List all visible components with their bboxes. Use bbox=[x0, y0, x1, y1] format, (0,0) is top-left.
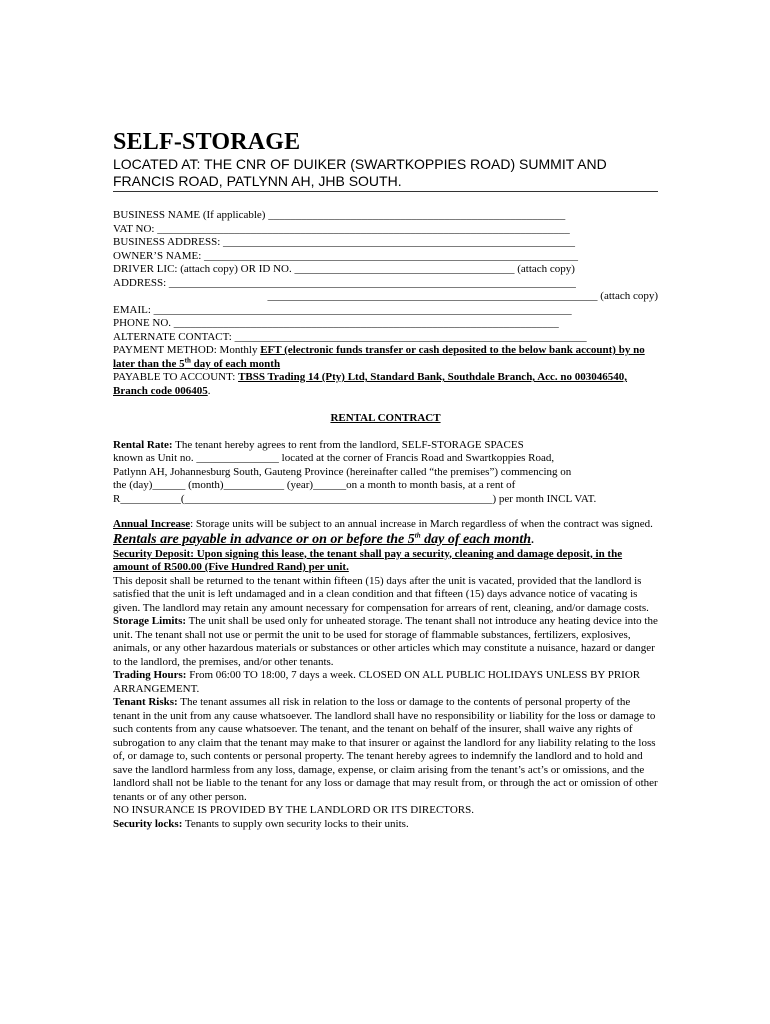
applicant-fields bbox=[113, 209, 658, 398]
security-locks-label: Security locks: bbox=[113, 817, 183, 830]
tenant-risks-label: Tenant Risks: bbox=[113, 696, 178, 708]
rental-rate-section: Rental Rate: The tenant hereby agrees to rent from the landlord, SELF-STORAGE SPACES known as Unit no. _______________ located at the corner of Francis Road and Swartkoppies Road, Patlynn AH, Johannesburg South, Gauteng Province (hereinafter called “the premises”) commencing on the (day)______ (month)___________ (year)______on a month to month basis, at a rent of R___________(________________________________________________________) per month INCL VAT. bbox=[113, 438, 597, 505]
security-locks-section: Security locks: Tenants to supply own security locks to their units. bbox=[113, 817, 409, 830]
document-title: SELF-STORAGE bbox=[113, 129, 301, 155]
payment-method-label: PAYMENT METHOD: Monthly bbox=[113, 344, 261, 356]
rental-contract-heading: RENTAL CONTRACT bbox=[330, 412, 441, 424]
rentals-payable-notice: Rentals are payable in advance or on or before the 5th day of each month. bbox=[113, 530, 534, 547]
storage-limits-label: Storage Limits: bbox=[113, 615, 187, 627]
rental-rate-label: Rental Rate: bbox=[113, 438, 173, 451]
trading-hours-section: Trading Hours: From 06:00 TO 18:00, 7 days a week. CLOSED ON ALL PUBLIC HOLIDAYS UNLESS BY PRIOR ARRANGEMENT. bbox=[113, 669, 641, 695]
owners-name-field: OWNER’S NAME: ____________________________________________________________________ bbox=[113, 249, 579, 262]
annual-increase-section: Annual Increase: Storage units will be subject to an annual increase in March regardless of when the contract was signed. bbox=[113, 518, 653, 530]
payment-method-value: EFT (electronic funds transfer or cash deposited to the below bank account) by no later than the 5th day of each month bbox=[113, 344, 645, 370]
payable-value: TBSS Trading 14 (Pty) Ltd, Standard Bank, Southdale Branch, Acc. no 003046540, Branch code 006405 bbox=[113, 371, 628, 397]
payable-to-account: PAYABLE TO ACCOUNT: TBSS Trading 14 (Pty) Ltd, Standard Bank, Southdale Branch, Acc. no 003046540, Branch code 006405. bbox=[113, 371, 628, 397]
no-insurance-notice: NO INSURANCE IS PROVIDED BY THE LANDLORD OR ITS DIRECTORS. bbox=[113, 804, 474, 816]
storage-limits-section: Storage Limits: The unit shall be used only for unheated storage. The tenant shall not introduce any heating device into the unit. The tenant shall not use or permit the unit to be used for storage of flammable substances, fertilizers, explosives, animals, or any other hazardous materials or substances or other articles which may constitute a nuisance, hazard or danger to the landlord, the premises, and/or other tenants. bbox=[113, 615, 658, 668]
address-field: ADDRESS: __________________________________________________________________________ bbox=[113, 276, 576, 289]
security-deposit-text: This deposit shall be returned to the tenant within fifteen (15) days after the unit is vacated, provided that the landlord is satisfied that the unit is left undamaged and in a clean condition and that fifteen (15) days advance notice of vacating is given. The landlord may retain any amount necessary for compensation for arrears of rent, cleaning, and/or damage costs. bbox=[113, 574, 649, 614]
annual-increase-label: Annual Increase bbox=[113, 518, 191, 530]
payable-label: PAYABLE TO ACCOUNT: bbox=[113, 371, 239, 383]
driver-lic-field: DRIVER LIC: (attach copy) OR ID NO. ________________________________________ (attach copy) bbox=[113, 263, 575, 275]
business-name-field: BUSINESS NAME (If applicable) ______________________________________________________ bbox=[113, 209, 566, 221]
document-content bbox=[113, 128, 658, 831]
security-deposit-heading: Security Deposit: Upon signing this lease, the tenant shall pay a security, cleaning and damage deposit, in the amount of R500.00 (Five Hundred Rand) per unit. bbox=[113, 547, 623, 573]
phone-no-field: PHONE NO. ______________________________________________________________________ bbox=[113, 317, 559, 329]
vat-no-field: VAT NO: ___________________________________________________________________________ bbox=[113, 222, 570, 235]
tenant-risks-section: Tenant Risks: The tenant assumes all risk in relation to the loss or damage to the contents of personal property of the tenant in the unit from any cause whatsoever. The landlord shall have no responsibility or liability for the loss or damage to such contents from any cause whatsoever. The tenant, and the tenant on behalf of the insurer, shall waive any rights of subrogation to any claim that the tenant may make to that insurer or against the landlord for any liability relating to the loss of, or damage to, such contents or personal property. The tenant hereby agrees to indemnify the landlord and to hold and save the landlord harmless from any loss, damage, expense, or claim arising from the tenant’s act’s or omissions, and the landlord shall not be liable to the tenant for any loss or damage that may result from, or through the act or omission of other tenants or of any other person. bbox=[113, 696, 658, 803]
payment-method bbox=[113, 344, 658, 371]
business-address-field: BUSINESS ADDRESS: ________________________________________________________________ bbox=[113, 236, 576, 248]
address-field-line2: ____________________________________________________________ (attach copy) bbox=[267, 290, 658, 302]
location-subtitle: LOCATED AT: THE CNR OF DUIKER (SWARTKOPPIES ROAD) SUMMIT AND FRANCIS ROAD, PATLYNN AH, JHB SOUTH. bbox=[113, 156, 658, 192]
trading-hours-label: Trading Hours: bbox=[113, 669, 187, 681]
alternate-contact-field: ALTERNATE CONTACT: ________________________________________________________________ bbox=[113, 330, 587, 343]
email-field: EMAIL: ____________________________________________________________________________ bbox=[113, 303, 572, 316]
